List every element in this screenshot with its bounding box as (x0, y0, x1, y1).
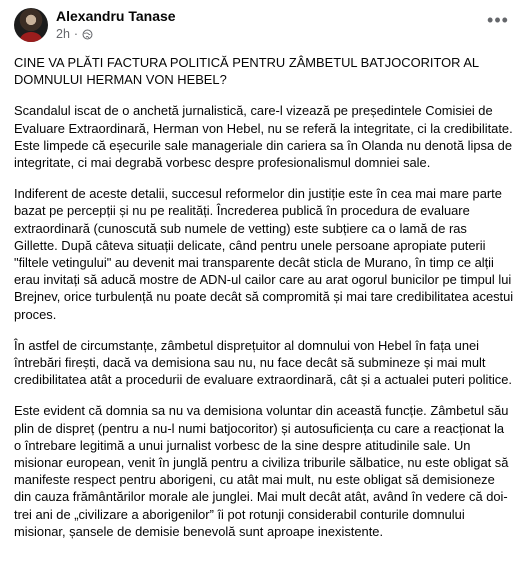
post-timestamp[interactable]: 2h (56, 27, 70, 41)
globe-icon[interactable] (82, 29, 93, 40)
post-paragraph-1: Scandalul iscat de o anchetă jurnalistică, care-l vizează pe președintele Comisiei de Evaluare Extraordinară, Herman von Hebel, nu se referă la integritate, ci la credibilitate. Este limpede că eșecurile sale manageriale din cariera sa în Olanda nu denotă lipsa de integritate, ci mai degrabă vorbesc despre profesionalismul domniei sale. (14, 103, 513, 171)
post-paragraph-4: Este evident că domnia sa nu va demisiona voluntar din această funcție. Zâmbetul său plin de dispreț (pentru a nu-l numi batjocoritor) și autosuficiența cu care a reacționat la o întrebare legitimă a unui jurnalist vorbesc de la sine despre atitudinile sale. Un misionar european, venit în junglă pentru a civiliza triburile sălbatice, nu este obligat să manifeste respect pentru aborigeni, cu atât mai mult, nu este obligat să demisioneze din cauza frământărilor morale ale junglei. Mai mult decât atât, având în vedere că doi-trei ani de „civilizare a aborigenilor” îi pot rotunji considerabil conturile domnului misionar, șansele de demisie benevolă sunt aproape inexistente. (14, 403, 509, 539)
post-paragraph-3: În astfel de circumstanțe, zâmbetul disprețuitor al domnului von Hebel în fața unei întrebări firești, dacă va demisiona sau nu, nu face decât să submineze și mai mult credibilitatea atât a procedurii de evaluare extraordinară, cât și a actualei puteri politice. (14, 337, 513, 388)
author-avatar[interactable] (14, 8, 48, 42)
post-header (14, 8, 514, 42)
separator-dot: · (73, 27, 79, 41)
post-subline (56, 26, 176, 42)
post-paragraph-2: Indiferent de aceste detalii, succesul reformelor din justiție este în cea mai mare parte bazat pe percepții și nu pe realități. Încrederea publică în procedura de evaluare extraordinară (cunoscută sub numele de vetting) este subțiere ca o lamă de ras Gillette. După câteva situații delicate, când pentru unele persoane apropiate puterii "filtele vetingului" au devenit mai transparente decât sticla de Murano, în timp ce alții erau invitați să aducă mostre de ADN-ul cailor care au arat ogorul bunicilor pe timpul lui Brejnev, orice turbulență nu poate decât să compromită și mai tare credibilitatea acestui proces. (14, 186, 514, 322)
more-options-icon[interactable]: ••• (487, 10, 509, 30)
author-name[interactable]: Alexandru Tanase (56, 8, 176, 24)
post-title: CINE VA PLĂTI FACTURA POLITICĂ PENTRU ZÂMBETUL BATJOCORITOR AL DOMNULUI HERMAN VON HEBEL? (14, 55, 479, 88)
author-meta (56, 8, 176, 42)
post-body (14, 54, 514, 540)
